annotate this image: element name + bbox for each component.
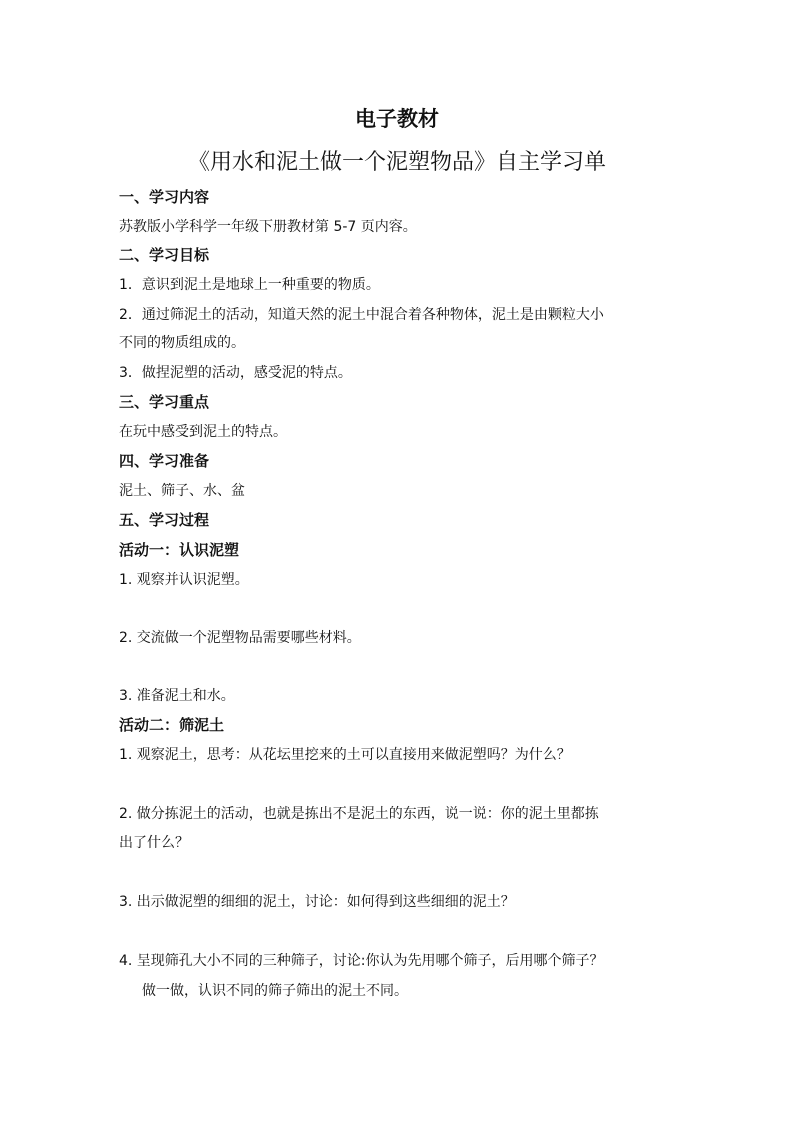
content-text: 苏教版小学科学一年级下册教材第 5-7 页内容。	[119, 219, 417, 235]
goal-item-3: 3．做捏泥塑的活动，感受泥的特点。	[119, 365, 352, 381]
goal-item-1: 1．意识到泥土是地球上一种重要的物质。	[119, 277, 380, 293]
activity-2-item-2: 2. 做分拣泥土的活动，也就是拣出不是泥土的东西，说一说：你的泥土里都拣	[119, 806, 599, 822]
activity-1-heading: 活动一：认识泥塑	[119, 541, 240, 559]
goal-item-2-continued: 不同的物质组成的。	[119, 335, 245, 351]
activity-2-item-3: 3. 出示做泥塑的细细的泥土，讨论：如何得到这些细细的泥土？	[119, 894, 515, 910]
activity-1-item-2: 2. 交流做一个泥塑物品需要哪些材料。	[119, 630, 361, 646]
section-heading-focus: 三、学习重点	[119, 393, 210, 411]
activity-2-heading: 活动二：筛泥土	[119, 716, 225, 734]
prep-text: 泥土、筛子、水、盆	[119, 483, 245, 499]
activity-1-item-1: 1. 观察并认识泥塑。	[119, 572, 249, 588]
activity-2-item-1: 1. 观察泥土，思考：从花坛里挖来的土可以直接用来做泥塑吗？为什么？	[119, 747, 571, 763]
activity-1-item-3: 3. 准备泥土和水。	[119, 688, 235, 704]
section-heading-content: 一、学习内容	[119, 188, 210, 206]
goal-item-2: 2．通过筛泥土的活动，知道天然的泥土中混合着各种物体，泥土是由颗粒大小	[119, 307, 604, 323]
activity-2-item-2-continued: 出了什么？	[119, 835, 189, 851]
section-heading-process: 五、学习过程	[119, 511, 210, 529]
activity-2-item-4-continued: 做一做，认识不同的筛子筛出的泥土不同。	[142, 983, 408, 999]
page-title: 电子教材	[355, 107, 439, 131]
activity-2-item-4: 4. 呈现筛孔大小不同的三种筛子，讨论:你认为先用哪个筛子，后用哪个筛子？	[119, 953, 604, 969]
page-subtitle: 《用水和泥土做一个泥塑物品》自主学习单	[187, 150, 606, 175]
section-heading-goals: 二、学习目标	[119, 246, 210, 264]
focus-text: 在玩中感受到泥土的特点。	[119, 424, 287, 440]
section-heading-prep: 四、学习准备	[119, 452, 210, 470]
